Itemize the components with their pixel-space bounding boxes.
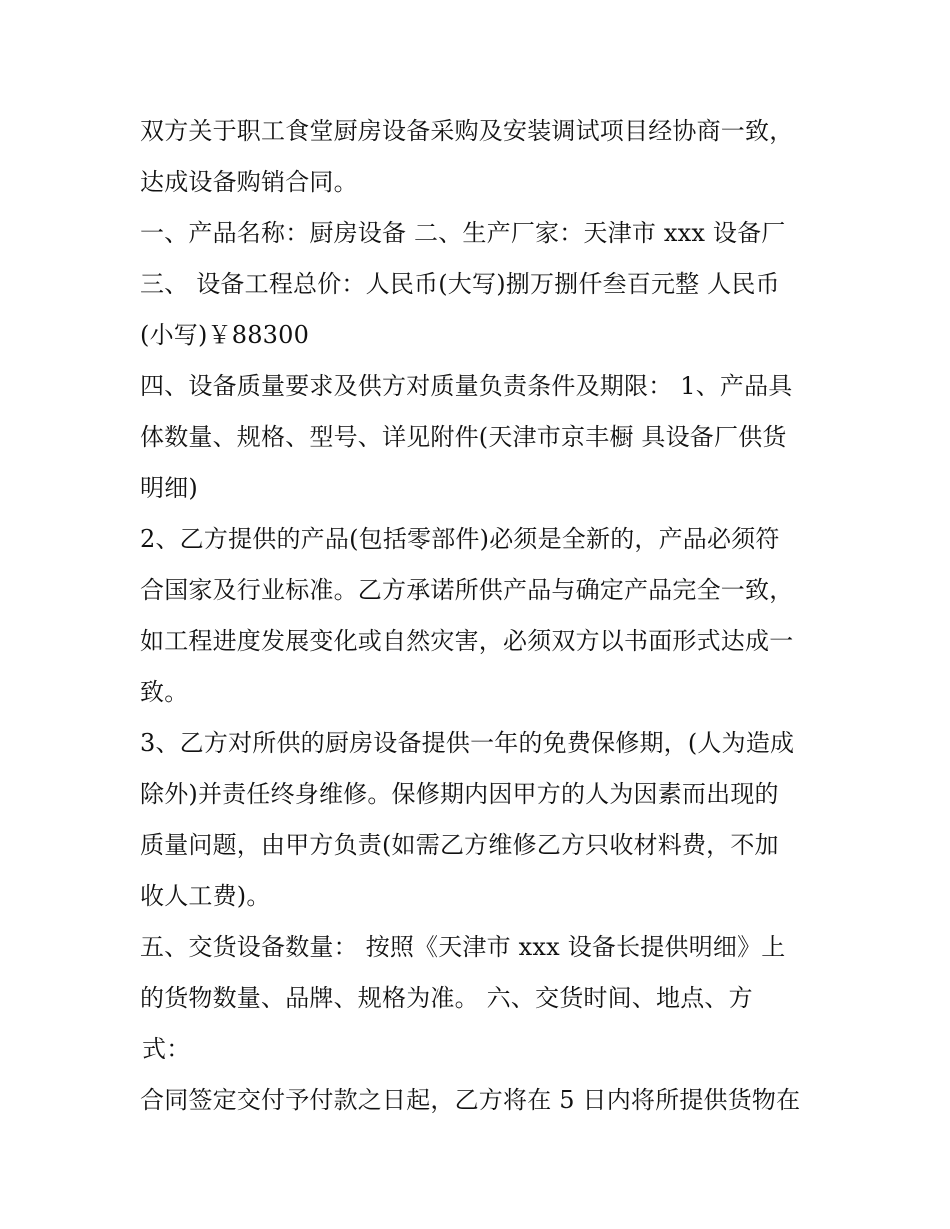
text-line: 2、乙方提供的产品(包括零部件)必须是全新的，产品必须符 (140, 525, 780, 553)
text-line: 收人工费)。 (140, 882, 271, 910)
text-line: 质量问题，由甲方负责(如需乙方维修乙方只收材料费，不加 (140, 831, 779, 859)
text-line: 的货物数量、品牌、规格为准。 六、交货时间、地点、方 (140, 984, 753, 1012)
text-line: 一、产品名称：厨房设备 二、生产厂家：天津市 xxx 设备厂 (140, 219, 786, 247)
text-line: 致。 (140, 678, 189, 706)
text-line: 如工程进度发展变化或自然灾害，必须双方以书面形式达成一 (140, 627, 794, 655)
text-line: 体数量、规格、型号、详见附件(天津市京丰橱 具设备厂供货 (140, 423, 787, 451)
text-line: 合同签定交付予付款之日起，乙方将在 5 日内将所提供货物在 (140, 1086, 801, 1114)
text-line: 达成设备购销合同。 (140, 168, 358, 196)
text-line: 3、乙方对所供的厨房设备提供一年的免费保修期，(人为造成 (140, 729, 795, 757)
text-line: 四、设备质量要求及供方对质量负责条件及期限： 1、产品具 (140, 372, 793, 400)
text-line: 明细) (140, 474, 198, 502)
text-line: 合国家及行业标准。乙方承诺所供产品与确定产品完全一致， (140, 576, 794, 604)
text-line: (小写)￥88300 (140, 321, 310, 349)
text-line: 除外)并责任终身维修。保修期内因甲方的人为因素而出现的 (140, 780, 779, 808)
text-line: 式： (142, 1035, 191, 1063)
text-line: 五、交货设备数量： 按照《天津市 xxx 设备长提供明细》上 (140, 933, 786, 961)
text-line: 双方关于职工食堂厨房设备采购及安装调试项目经协商一致， (140, 117, 794, 145)
text-line: 三、 设备工程总价：人民币(大写)捌万捌仟叁百元整 人民币 (140, 270, 780, 298)
contract-body-text (140, 108, 820, 1128)
